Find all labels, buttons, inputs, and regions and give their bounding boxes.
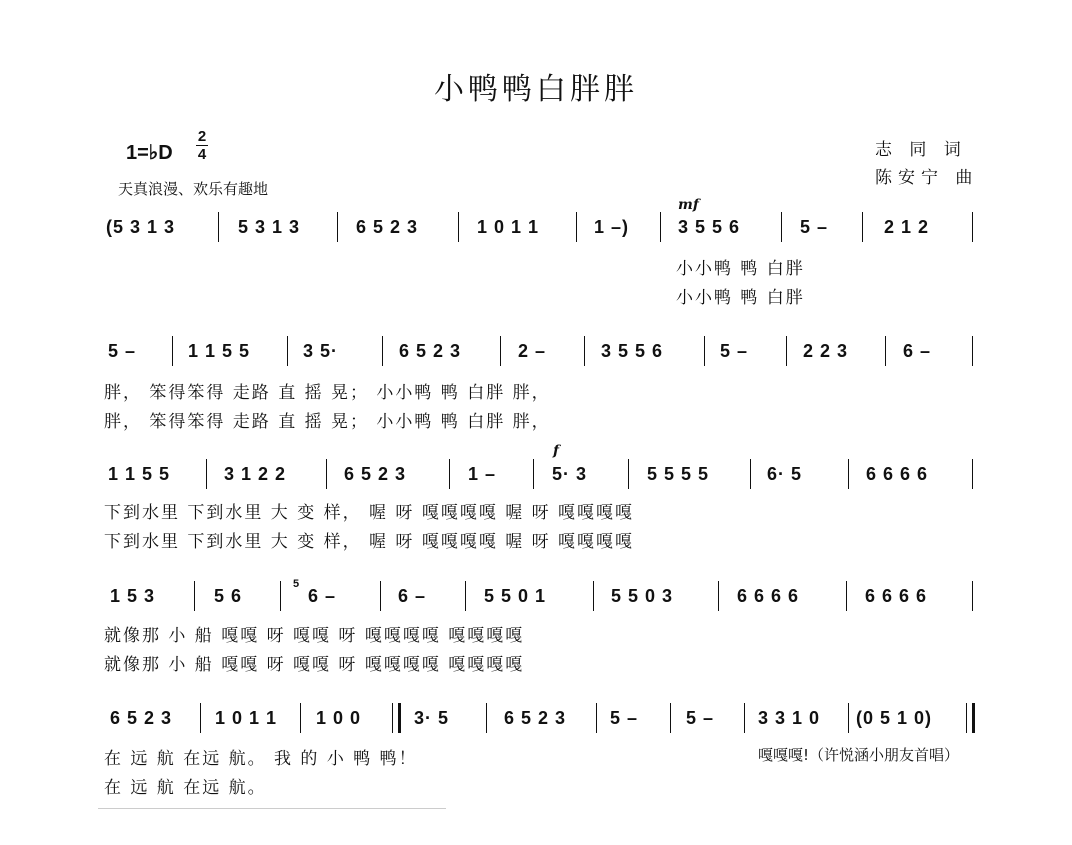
barline (172, 336, 173, 366)
measure: 5 – (686, 708, 715, 728)
repeat-barline (398, 703, 401, 733)
measure: 5 3 1 3 (238, 217, 301, 237)
measure: 3 5 5 6 (601, 341, 664, 361)
measure: 1 1 5 5 (188, 341, 251, 361)
barline (704, 336, 705, 366)
measure: 1 0 1 1 (477, 217, 540, 237)
measure: 6 5 2 3 (399, 341, 462, 361)
barline (458, 212, 459, 242)
measure: 5 – (108, 341, 137, 361)
lyrics-verse-1: 在 远 航 在远 航。 我 的 小 鸭 鸭！ (104, 749, 418, 769)
measure: 5 5 5 5 (647, 464, 710, 484)
measure: 1 – (468, 464, 497, 484)
measure: 5 5 0 1 (484, 586, 547, 606)
composer-credit: 陈安宁 曲 (875, 168, 979, 188)
lyrics-verse-1: 就像那 小 船 嘎嘎 呀 嘎嘎 呀 嘎嘎嘎嘎 嘎嘎嘎嘎 (104, 626, 525, 646)
lyrics-ending: 嘎嘎嘎!（许悦涵小朋友首唱） (758, 746, 960, 764)
barline (972, 336, 973, 366)
barline (206, 459, 207, 489)
song-title: 小鸭鸭白胖胖 (434, 72, 638, 107)
measure: 6 5 2 3 (110, 708, 173, 728)
time-signature-bottom: 4 (197, 146, 207, 163)
measure: 6 6 6 6 (866, 464, 929, 484)
barline (848, 459, 849, 489)
measure: 1 0 0 (316, 708, 362, 728)
measure: (5 3 1 3 (106, 217, 176, 237)
barline (781, 212, 782, 242)
measure: 6 – (903, 341, 932, 361)
measure: 5 – (610, 708, 639, 728)
barline (533, 459, 534, 489)
lyrics-verse-1: 小小鸭 鸭 白胖 (676, 259, 805, 279)
barline (744, 703, 745, 733)
lyrics-verse-2: 在 远 航 在远 航。 (104, 778, 267, 798)
measure: 6 6 6 6 (737, 586, 800, 606)
measure: 6· 5 (767, 464, 803, 484)
barline (846, 581, 847, 611)
measure: 5 – (720, 341, 749, 361)
measure: 2 – (518, 341, 547, 361)
barline (280, 581, 281, 611)
footer-divider (98, 808, 446, 809)
lyrics-verse-2: 胖， 笨得笨得 走路 直 摇 晃； 小小鸭 鸭 白胖 胖， (104, 412, 551, 432)
lyricist-credit: 志 同 词 (875, 140, 967, 160)
measure: 5 – (800, 217, 829, 237)
barline (862, 212, 863, 242)
barline (670, 703, 671, 733)
time-signature-top: 2 (197, 128, 207, 145)
barline (718, 581, 719, 611)
barline (465, 581, 466, 611)
measure: 3 3 1 0 (758, 708, 821, 728)
lyrics-verse-2: 小小鸭 鸭 白胖 (676, 288, 805, 308)
barline (593, 581, 594, 611)
barline (287, 336, 288, 366)
barline (380, 581, 381, 611)
barline (786, 336, 787, 366)
barline (885, 336, 886, 366)
measure: 6 5 2 3 (344, 464, 407, 484)
barline (972, 581, 973, 611)
measure: 2 2 3 (803, 341, 849, 361)
barline (628, 459, 629, 489)
measure: 1 –) (594, 217, 630, 237)
barline (392, 703, 393, 733)
barline (449, 459, 450, 489)
measure: 6 5 2 3 (356, 217, 419, 237)
barline (584, 336, 585, 366)
measure: 6 – (398, 586, 427, 606)
barline (596, 703, 597, 733)
dynamic-mf: mf (678, 197, 699, 213)
grace-note: 5 (293, 578, 300, 590)
barline (500, 336, 501, 366)
time-signature (196, 128, 208, 163)
lyrics-verse-1: 胖， 笨得笨得 走路 直 摇 晃； 小小鸭 鸭 白胖 胖， (104, 383, 551, 403)
measure: 3 5 5 6 (678, 217, 741, 237)
barline (966, 703, 967, 733)
measure: 3 1 2 2 (224, 464, 287, 484)
expression-mark: 天真浪漫、欢乐有趣地 (118, 180, 269, 198)
barline (300, 703, 301, 733)
measure: 3 5· (303, 341, 339, 361)
measure: (0 5 1 0) (856, 708, 933, 728)
dynamic-f: f (553, 443, 560, 459)
measure: 2 1 2 (884, 217, 930, 237)
barline (382, 336, 383, 366)
barline (972, 459, 973, 489)
barline (750, 459, 751, 489)
measure: 1 5 3 (110, 586, 156, 606)
measure: 1 1 5 5 (108, 464, 171, 484)
measure: 6 5 2 3 (504, 708, 567, 728)
lyrics-verse-2: 就像那 小 船 嘎嘎 呀 嘎嘎 呀 嘎嘎嘎嘎 嘎嘎嘎嘎 (104, 655, 525, 675)
barline (200, 703, 201, 733)
measure: 1 0 1 1 (215, 708, 278, 728)
barline (848, 703, 849, 733)
final-barline (972, 703, 975, 733)
lyrics-verse-1: 下到水里 下到水里 大 变 样， 喔 呀 嘎嘎嘎嘎 喔 呀 嘎嘎嘎嘎 (104, 503, 635, 523)
barline (972, 212, 973, 242)
measure: 5· 3 (552, 464, 588, 484)
measure: 6 6 6 6 (865, 586, 928, 606)
key-signature: 1=♭D (126, 142, 173, 164)
barline (326, 459, 327, 489)
measure: 3· 5 (414, 708, 450, 728)
barline (660, 212, 661, 242)
barline (194, 581, 195, 611)
barline (486, 703, 487, 733)
lyrics-verse-2: 下到水里 下到水里 大 变 样， 喔 呀 嘎嘎嘎嘎 喔 呀 嘎嘎嘎嘎 (104, 532, 635, 552)
measure: 6 – (308, 586, 337, 606)
measure: 5 6 (214, 586, 243, 606)
measure: 5 5 0 3 (611, 586, 674, 606)
barline (576, 212, 577, 242)
barline (337, 212, 338, 242)
barline (218, 212, 219, 242)
